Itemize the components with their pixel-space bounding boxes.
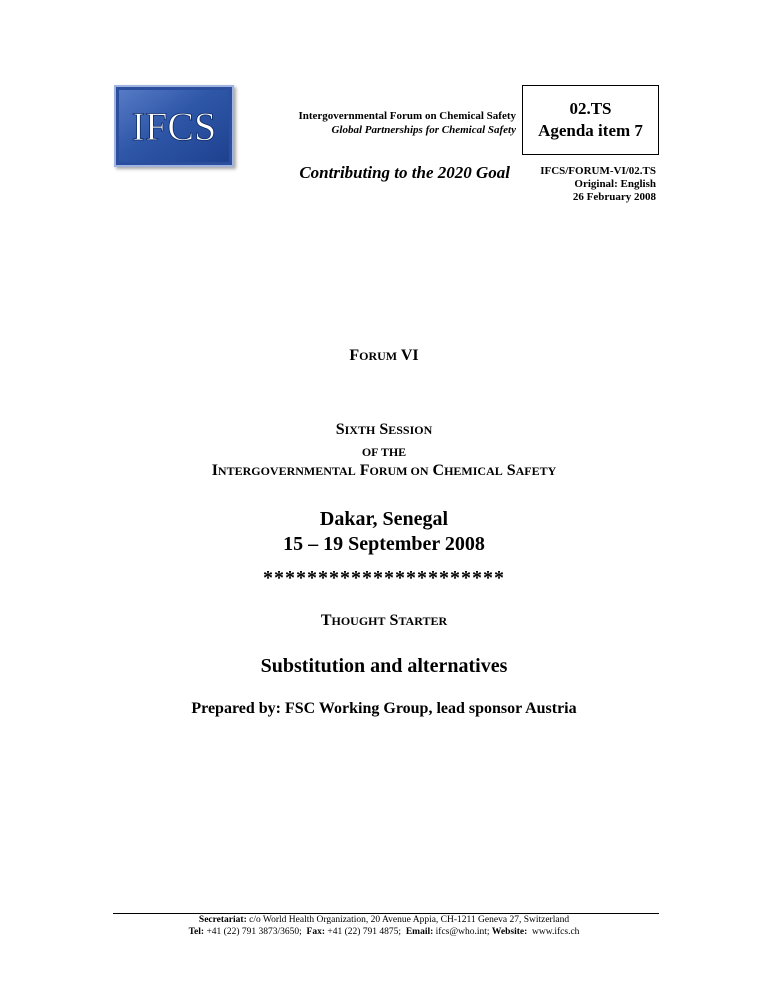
footer-contact: Tel: +41 (22) 791 3873/3650; Fax: +41 (22) 791 4875; Email: ifcs@who.int; Website: www.ifcs.ch	[188, 927, 580, 937]
meeting-dates: 15 – 19 September 2008	[283, 533, 485, 555]
reference-code: IFCS/FORUM-VI/02.TS	[540, 165, 656, 177]
session-title: SIXTH SESSION	[335, 421, 433, 438]
of-the-label: OF THE	[361, 445, 407, 459]
document-code: 02.TS	[569, 99, 612, 118]
original-language: Original: English	[574, 178, 656, 190]
footer-secretariat: Secretariat: c/o World Health Organization, 20 Avenue Appia, CH-1211 Geneva 27, Switzerland	[198, 915, 570, 925]
svg-text:IFCS: IFCS	[131, 104, 217, 149]
document-date: 26 February 2008	[572, 191, 656, 203]
goal-statement: Contributing to the 2020 Goal	[299, 163, 510, 182]
organization-block	[248, 109, 516, 137]
meeting-location: Dakar, Senegal	[319, 508, 449, 530]
forum-title: FORUM VI	[349, 347, 419, 364]
organization-name: Intergovernmental Forum on Chemical Safety	[298, 110, 516, 122]
document-reference	[500, 165, 656, 204]
agenda-item: Agenda item 7	[538, 121, 643, 140]
ifcs-logo-text	[119, 96, 229, 156]
organization-tagline: Global Partnerships for Chemical Safety	[331, 124, 516, 136]
forum-full-name: INTERGOVERNMENTAL FORUM ON CHEMICAL SAFETY	[211, 462, 557, 479]
ifcs-logo	[114, 85, 234, 167]
document-code-box	[522, 85, 659, 155]
separator-stars: **********************	[263, 567, 505, 589]
prepared-by: Prepared by: FSC Working Group, lead sponsor Austria	[191, 700, 577, 717]
document-subject: Substitution and alternatives	[260, 655, 508, 677]
document-type: THOUGHT STARTER	[320, 612, 448, 629]
